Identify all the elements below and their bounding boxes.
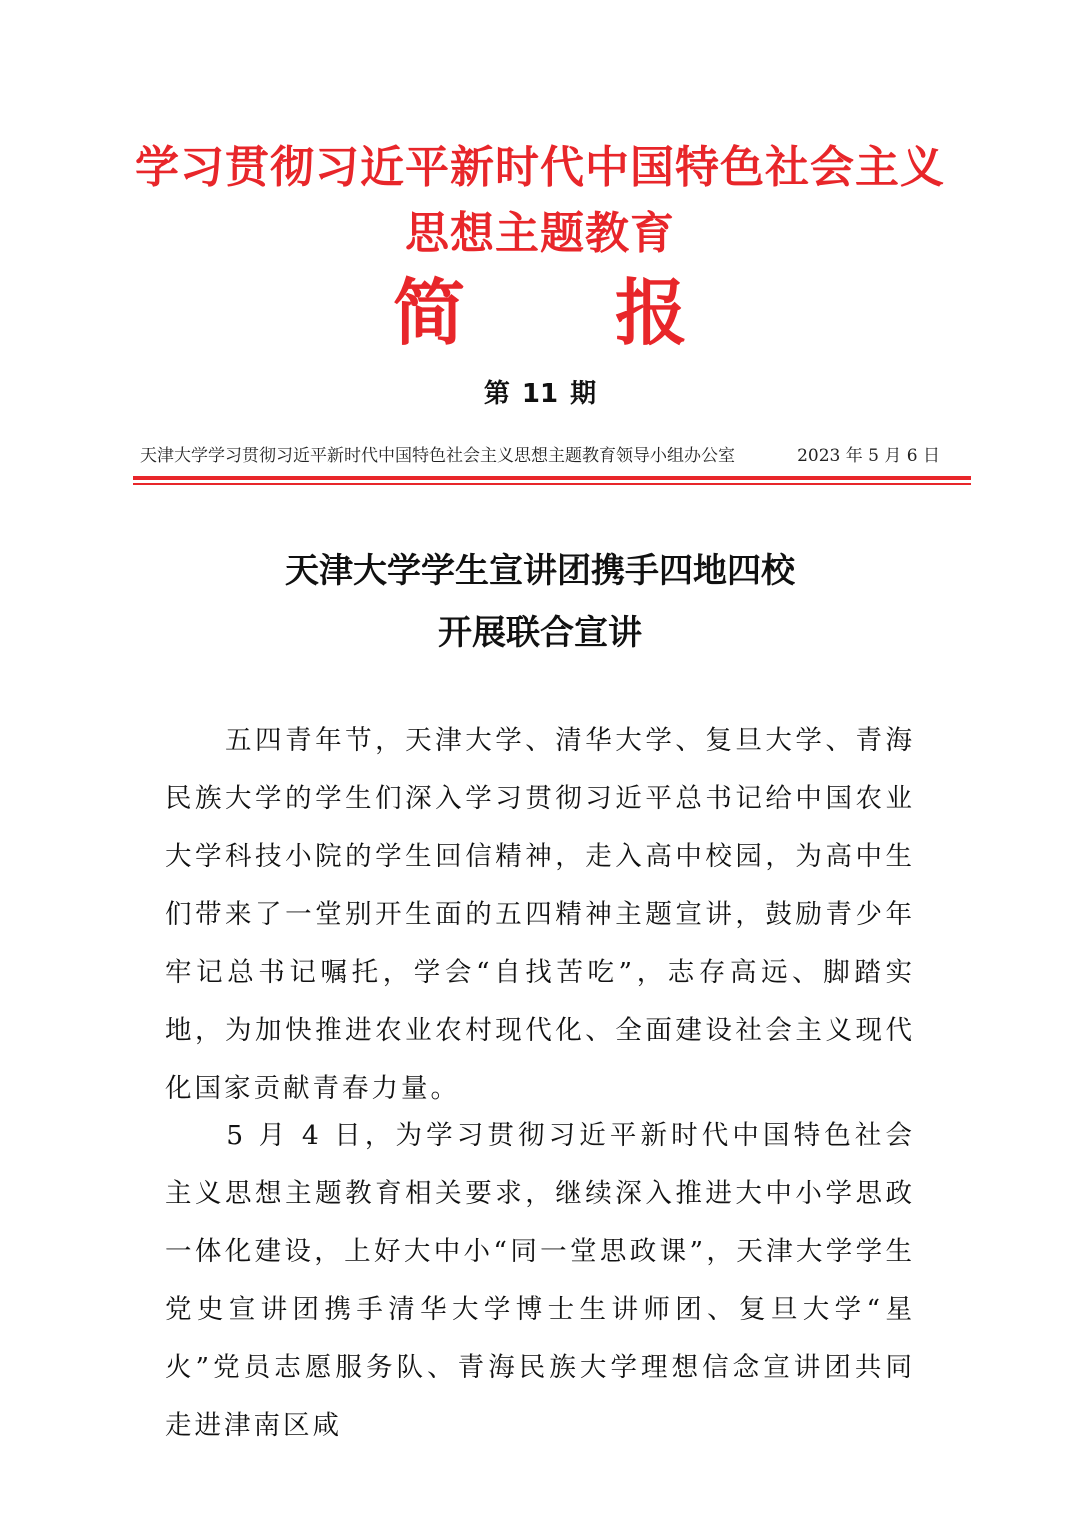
header-divider-thin [133, 483, 971, 485]
publisher-organization: 天津大学学习贯彻习近平新时代中国特色社会主义思想主题教育领导小组办公室 [140, 446, 735, 466]
article-paragraph: 五四青年节，天津大学、清华大学、复旦大学、青海民族大学的学生们深入学习贯彻习近平总书记给中国农业大学科技小院的学生回信精神，走入高中校园，为高中生们带来了一堂别开生面的五四精神主题宣讲，鼓励青少年牢记总书记嘱托，学会“自找苦吃”，志存高远、脚踏实地，为加快推进农业农村现代化、全面建设社会主义现代化国家贡献青春力量。 [165, 725, 915, 1104]
bulletin-series-title-line2: 思想主题教育 [405, 208, 675, 259]
issue-number [0, 374, 1080, 414]
publish-date: 2023 年 5 月 6 日 [797, 446, 940, 466]
article-title-line2: 开展联合宣讲 [438, 613, 642, 653]
issue-value: 11 [521, 379, 559, 409]
header-divider-thick [133, 476, 971, 480]
bulletin-series-title-line1: 学习贯彻习近平新时代中国特色社会主义 [135, 142, 945, 193]
article-paragraph: 5 月 4 日，为学习贯彻习近平新时代中国特色社会主义思想主题教育相关要求，继续深入推进大中小学思政一体化建设，上好大中小“同一堂思政课”，天津大学学生党史宣讲团携手清华大学博士生讲师团、复旦大学“星火”党员志愿服务队、青海民族大学理想信念宣讲团共同走进津南区咸 [165, 1120, 915, 1441]
article-title-line1: 天津大学学生宣讲团携手四地四校 [285, 551, 795, 591]
bulletin-name [0, 268, 1080, 358]
bulletin-name-char1: 简 [392, 271, 465, 355]
issue-prefix: 第 [483, 379, 510, 409]
issue-suffix: 期 [570, 379, 597, 409]
bulletin-name-char2: 报 [615, 271, 688, 355]
